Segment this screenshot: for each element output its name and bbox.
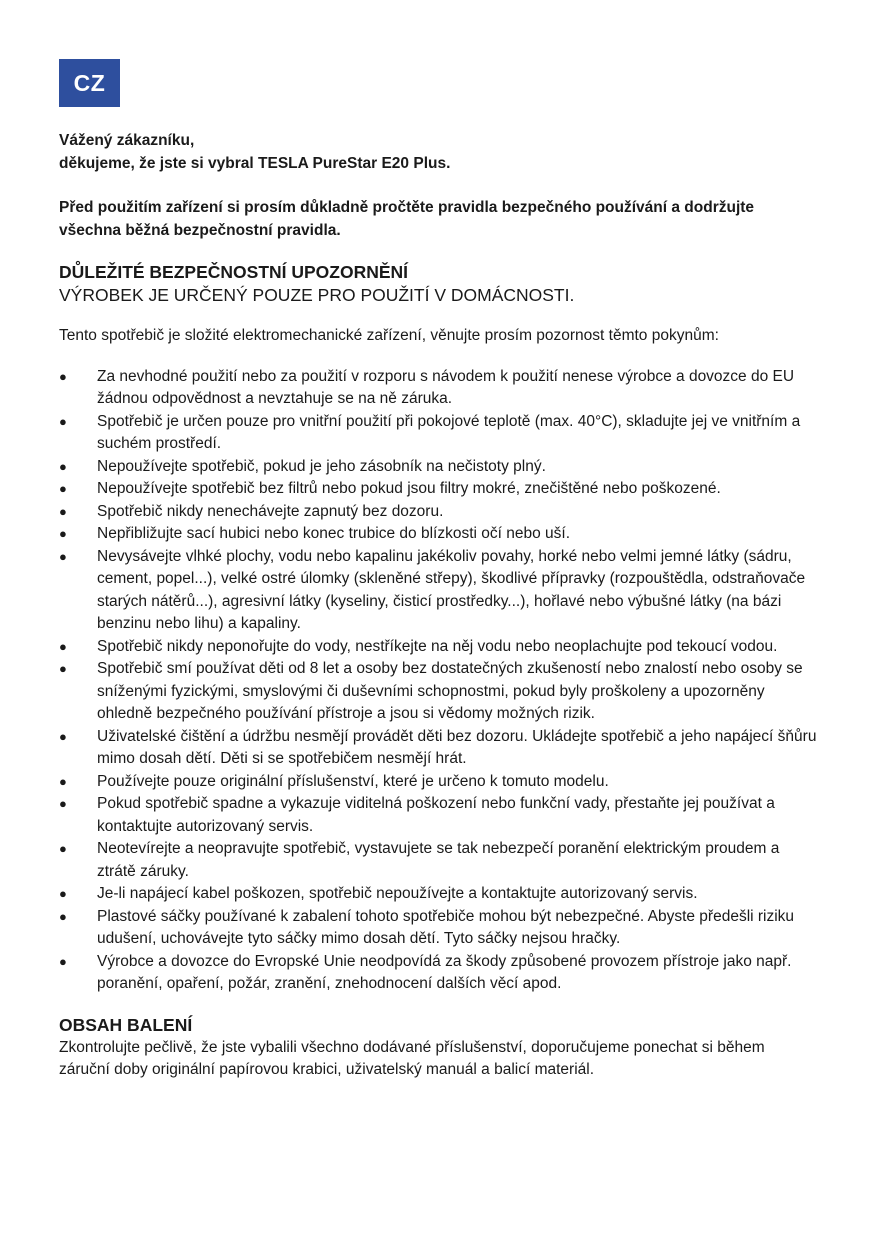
list-item xyxy=(59,726,819,771)
list-item xyxy=(59,411,819,456)
list-item xyxy=(59,883,819,906)
list-item xyxy=(59,658,819,726)
list-item-text: Nepoužívejte spotřebič bez filtrů nebo pokud jsou filtry mokré, znečištěné nebo poškozené. xyxy=(97,480,721,497)
package-heading: OBSAH BALENÍ xyxy=(59,1014,193,1035)
bullet-icon: ● xyxy=(59,773,67,789)
list-item xyxy=(59,793,819,838)
list-item xyxy=(59,838,819,883)
bullet-icon: ● xyxy=(59,728,67,744)
list-item xyxy=(59,456,819,479)
list-item xyxy=(59,636,819,659)
bullet-icon: ● xyxy=(59,841,67,856)
list-item xyxy=(59,546,819,636)
list-item-text: Plastové sáčky používané k zabalení tohoto spotřebiče mohou být nebezpečné. Abyste předešli riziku udušení, uchovávejte tyto sáčky mimo dosah dětí. Tyto sáčky nejsou hračky. xyxy=(97,907,795,947)
package-section xyxy=(59,1014,819,1082)
list-item xyxy=(59,951,819,996)
list-item-text: Spotřebič nikdy neponořujte do vody, nestříkejte na něj vodu nebo neoplachujte pod tekoucí vodou. xyxy=(97,637,778,655)
safety-list xyxy=(59,366,819,996)
list-item-text: Za nevhodné použití nebo za použití v rozporu s návodem k použití nenese výrobce a dovozce do EU žádnou odpovědnost a nevztahuje se na ně záruka. xyxy=(97,367,795,407)
greeting-line-1: Vážený zákazníku, xyxy=(59,132,195,149)
greeting-line-2: děkujeme, že jste si vybral TESLA PureStar E20 Plus. xyxy=(59,154,451,172)
list-item xyxy=(59,771,819,794)
bullet-icon: ● xyxy=(59,503,67,519)
list-item-text: Výrobce a dovozce do Evropské Unie neodpovídá za škody způsobené provozem přístroje jako např. poranění, opaření, požár, zranění, znehodnocení dalších věcí apod. xyxy=(97,952,792,992)
bullet-icon: ● xyxy=(59,368,67,384)
list-item xyxy=(59,366,819,411)
bullet-icon: ● xyxy=(59,526,67,541)
bullet-icon: ● xyxy=(59,886,67,901)
safety-subheading: VÝROBEK JE URČENÝ POUZE PRO POUŽITÍ V DOMÁCNOSTI. xyxy=(59,285,575,305)
bullet-icon: ● xyxy=(59,458,67,474)
document-body xyxy=(59,130,819,1082)
list-item-text: Pokud spotřebič spadne a vykazuje viditelná poškození nebo funkční vady, přestaňte jej používat a kontaktujte autorizovaný servis. xyxy=(97,795,775,835)
intro-paragraph: Před použitím zařízení si prosím důkladně pročtěte pravidla bezpečného používání a dodržujte všechna běžná bezpečnostní pravidla. xyxy=(59,199,755,239)
package-text: Zkontrolujte pečlivě, že jste vybalili všechno dodávané příslušenství, doporučujeme ponechat si během záruční doby originální papírovou krabici, uživatelský manuál a balicí materiál. xyxy=(59,1038,765,1078)
list-item-text: Spotřebič smí používat děti od 8 let a osoby bez dostatečných zkušeností nebo znalostí nebo osoby se sníženými fyzickými, smyslovými či duševními schopnostmi, pokud byly proškoleny a upozorněny ohledně bezpečného používání přístroje a jsou si vědomy možných rizik. xyxy=(97,660,803,722)
safety-heading: DŮLEŽITÉ BEZPEČNOSTNÍ UPOZORNĚNÍ xyxy=(59,262,409,282)
language-badge: CZ xyxy=(59,59,120,107)
list-item xyxy=(59,501,819,524)
bullet-icon: ● xyxy=(59,638,67,654)
safety-lead: Tento spotřebič je složité elektromechanické zařízení, věnujte prosím pozornost těmto pokynům: xyxy=(59,327,719,344)
bullet-icon: ● xyxy=(59,796,67,811)
bullet-icon: ● xyxy=(59,953,67,969)
list-item-text: Používejte pouze originální příslušenství, které je určeno k tomuto modelu. xyxy=(97,772,609,790)
bullet-icon: ● xyxy=(59,661,67,676)
bullet-icon: ● xyxy=(59,481,67,496)
list-item-text: Spotřebič je určen pouze pro vnitřní použití při pokojové teplotě (max. 40°C), skladujte jej ve vnitřním a suchém prostředí. xyxy=(97,412,801,452)
list-item xyxy=(59,523,819,546)
list-item-text: Nepřibližujte sací hubici nebo konec trubice do blízkosti očí nebo uší. xyxy=(97,525,571,542)
list-item-text: Je-li napájecí kabel poškozen, spotřebič nepoužívejte a kontaktujte autorizovaný servis. xyxy=(97,885,698,902)
bullet-icon: ● xyxy=(59,548,67,564)
list-item xyxy=(59,478,819,501)
list-item xyxy=(59,906,819,951)
list-item-text: Nepoužívejte spotřebič, pokud je jeho zásobník na nečistoty plný. xyxy=(97,457,546,475)
greeting xyxy=(59,130,819,175)
list-item-text: Uživatelské čištění a údržbu nesmějí provádět děti bez dozoru. Ukládejte spotřebič a jeho napájecí šňůru mimo dosah dětí. Děti si se spotřebičem nesmějí hrát. xyxy=(97,727,817,767)
bullet-icon: ● xyxy=(59,908,67,924)
list-item-text: Spotřebič nikdy nenechávejte zapnutý bez dozoru. xyxy=(97,502,444,520)
list-item-text: Nevysávejte vlhké plochy, vodu nebo kapalinu jakékoliv povahy, horké nebo velmi jemné látky (sádru, cement, popel...), velké ostré úlomky (skleněné střepy), škodlivé přípravky (rozpouštědla, odstraňovače starých nátěrů...), agresivní látky (kyseliny, čisticí prostředky...), hořlavé nebo výbušné látky (na bázi benzinu nebo lihu) a kapaliny. xyxy=(97,547,806,632)
list-item-text: Neotevírejte a neopravujte spotřebič, vystavujete se tak nebezpečí poranění elektrickým proudem a ztrátě záruky. xyxy=(97,840,780,880)
bullet-icon: ● xyxy=(59,413,67,429)
